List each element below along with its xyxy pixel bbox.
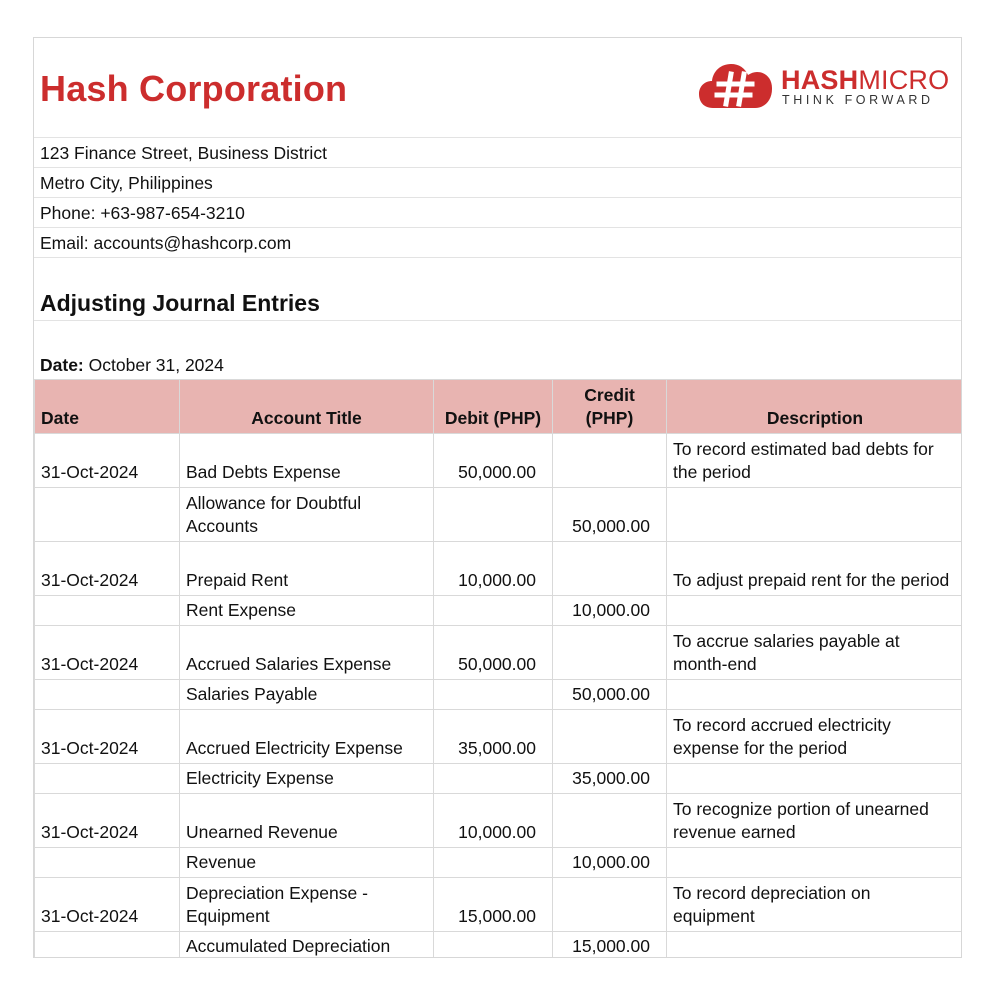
cell-credit: 50,000.00: [553, 488, 667, 542]
cell-description: To adjust prepaid rent for the period: [667, 542, 963, 596]
cell-credit: [553, 878, 667, 932]
cell-debit: [434, 596, 553, 626]
cell-account: Accumulated Depreciation: [180, 932, 434, 959]
cloud-hash-icon: [699, 58, 773, 110]
cell-date: 31-Oct-2024: [35, 710, 180, 764]
cell-credit: 35,000.00: [553, 764, 667, 794]
spreadsheet-document: [33, 37, 962, 958]
cell-account: Accrued Salaries Expense: [180, 626, 434, 680]
cell-account: Unearned Revenue: [180, 794, 434, 848]
cell-debit: [434, 764, 553, 794]
cell-date: 31-Oct-2024: [35, 434, 180, 488]
email-line: Email: accounts@hashcorp.com: [34, 228, 961, 258]
table-row: [35, 488, 963, 542]
document-title: Adjusting Journal Entries: [40, 290, 320, 316]
cell-description: [667, 848, 963, 878]
cell-credit: [553, 434, 667, 488]
cell-credit: [553, 710, 667, 764]
cell-credit: 10,000.00: [553, 596, 667, 626]
address-line-2: Metro City, Philippines: [34, 168, 961, 198]
address-line-1: 123 Finance Street, Business District: [34, 138, 961, 168]
cell-account: Bad Debts Expense: [180, 434, 434, 488]
company-name: Hash Corporation: [40, 68, 348, 109]
table-row: [35, 710, 963, 764]
document-title-row: [34, 258, 961, 321]
cell-date: [35, 680, 180, 710]
company-logo: [699, 58, 951, 110]
phone-line: Phone: +63-987-654-3210: [34, 198, 961, 228]
cell-description: To record depreciation on equipment: [667, 878, 963, 932]
cell-credit: [553, 794, 667, 848]
letterhead: [34, 38, 961, 138]
cell-description: [667, 932, 963, 959]
cell-debit: 15,000.00: [434, 878, 553, 932]
cell-debit: [434, 488, 553, 542]
cell-date: [35, 764, 180, 794]
table-row: [35, 434, 963, 488]
logo-wordmark: HASHMICRO: [781, 65, 950, 95]
cell-debit: 35,000.00: [434, 710, 553, 764]
cell-account: Allowance for Doubtful Accounts: [180, 488, 434, 542]
cell-account: Depreciation Expense - Equipment: [180, 878, 434, 932]
cell-date: 31-Oct-2024: [35, 794, 180, 848]
header-account-title: Account Title: [180, 380, 434, 434]
header-credit: Credit (PHP): [553, 380, 667, 434]
cell-account: Revenue: [180, 848, 434, 878]
cell-date: [35, 488, 180, 542]
cell-date: 31-Oct-2024: [35, 542, 180, 596]
cell-credit: 15,000.00: [553, 932, 667, 959]
table-row: [35, 626, 963, 680]
table-row: [35, 794, 963, 848]
cell-credit: [553, 626, 667, 680]
cell-credit: 10,000.00: [553, 848, 667, 878]
cell-account: Rent Expense: [180, 596, 434, 626]
cell-account: Prepaid Rent: [180, 542, 434, 596]
table-header-row: [35, 380, 963, 434]
cell-date: 31-Oct-2024: [35, 878, 180, 932]
table-row: [35, 878, 963, 932]
table-row: [35, 764, 963, 794]
cell-description: [667, 680, 963, 710]
cell-debit: 10,000.00: [434, 794, 553, 848]
logo-tagline: THINK FORWARD: [782, 93, 934, 107]
cell-debit: [434, 848, 553, 878]
table-row: [35, 932, 963, 959]
cell-date: [35, 932, 180, 959]
header-date: Date: [35, 380, 180, 434]
cell-description: To accrue salaries payable at month-end: [667, 626, 963, 680]
cell-description: [667, 764, 963, 794]
cell-debit: 50,000.00: [434, 626, 553, 680]
table-row: [35, 680, 963, 710]
cell-debit: 10,000.00: [434, 542, 553, 596]
cell-account: Electricity Expense: [180, 764, 434, 794]
cell-date: [35, 848, 180, 878]
cell-account: Accrued Electricity Expense: [180, 710, 434, 764]
cell-debit: [434, 680, 553, 710]
cell-debit: [434, 932, 553, 959]
cell-description: To record estimated bad debts for the period: [667, 434, 963, 488]
cell-credit: 50,000.00: [553, 680, 667, 710]
cell-date: 31-Oct-2024: [35, 626, 180, 680]
cell-debit: 50,000.00: [434, 434, 553, 488]
document-date-row: [34, 321, 961, 379]
cell-description: [667, 596, 963, 626]
cell-account: Salaries Payable: [180, 680, 434, 710]
table-row: [35, 542, 963, 596]
cell-date: [35, 596, 180, 626]
cell-description: To recognize portion of unearned revenue earned: [667, 794, 963, 848]
document-date: Date: October 31, 2024: [40, 355, 224, 375]
cell-credit: [553, 542, 667, 596]
cell-description: [667, 488, 963, 542]
journal-table: [34, 379, 962, 958]
cell-description: To record accrued electricity expense for the period: [667, 710, 963, 764]
table-row: [35, 848, 963, 878]
header-description: Description: [667, 380, 963, 434]
header-debit: Debit (PHP): [434, 380, 553, 434]
table-row: [35, 596, 963, 626]
